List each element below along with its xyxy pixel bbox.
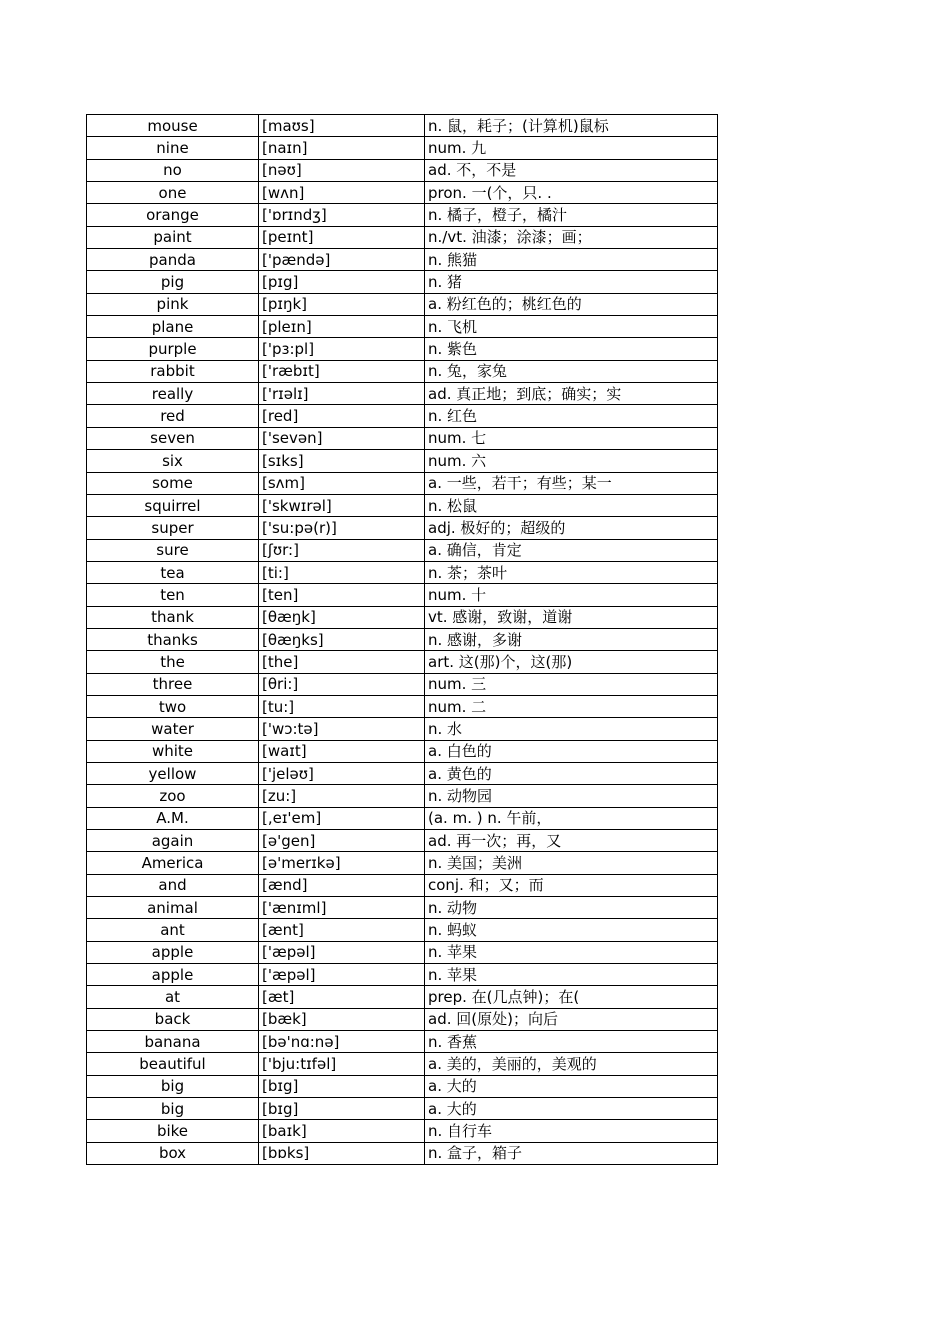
definition-cell: pron. 一(个，只. . [425,182,718,204]
pronunciation-cell: [naɪn] [259,137,425,159]
pronunciation-cell: [sʌm] [259,472,425,494]
pronunciation-cell: ['sevən] [259,427,425,449]
word-cell: water [87,718,259,740]
pronunciation-cell: [peɪnt] [259,226,425,248]
pronunciation-cell: [θri:] [259,673,425,695]
definition-cell: ad. 再一次；再，又 [425,830,718,852]
pronunciation-cell: [bæk] [259,1008,425,1030]
definition-cell: conj. 和；又；而 [425,874,718,896]
pronunciation-cell: [θæŋks] [259,628,425,650]
word-cell: big [87,1098,259,1120]
pronunciation-cell: [ænt] [259,919,425,941]
table-row [87,584,718,606]
pronunciation-cell: [,eɪ'em] [259,807,425,829]
word-cell: three [87,673,259,695]
pronunciation-cell: [ti:] [259,561,425,583]
word-cell: some [87,472,259,494]
table-row [87,494,718,516]
definition-cell: art. 这(那)个，这(那) [425,651,718,673]
table-row [87,830,718,852]
definition-cell: n. 熊猫 [425,249,718,271]
pronunciation-cell: [maʊs] [259,115,425,137]
table-row [87,316,718,338]
table-row [87,1075,718,1097]
pronunciation-cell: ['æpəl] [259,964,425,986]
word-cell: nine [87,137,259,159]
pronunciation-cell: ['pændə] [259,249,425,271]
word-cell: red [87,405,259,427]
word-cell: bike [87,1120,259,1142]
word-cell: again [87,830,259,852]
word-cell: at [87,986,259,1008]
vocabulary-table-body [87,115,718,1165]
table-row [87,874,718,896]
definition-cell: a. 大的 [425,1075,718,1097]
word-cell: ten [87,584,259,606]
table-row [87,852,718,874]
pronunciation-cell: [ə'merɪkə] [259,852,425,874]
definition-cell: vt. 感谢，致谢，道谢 [425,606,718,628]
pronunciation-cell: [ænd] [259,874,425,896]
word-cell: paint [87,226,259,248]
word-cell: America [87,852,259,874]
table-row [87,360,718,382]
word-cell: thank [87,606,259,628]
pronunciation-cell: [pɪŋk] [259,293,425,315]
pronunciation-cell: [waɪt] [259,740,425,762]
definition-cell: prep. 在(几点钟)；在( [425,986,718,1008]
definition-cell: num. 九 [425,137,718,159]
pronunciation-cell: ['ræbɪt] [259,360,425,382]
word-cell: yellow [87,762,259,784]
pronunciation-cell: ['pɜ:pl] [259,338,425,360]
table-row [87,472,718,494]
table-row [87,1098,718,1120]
definition-cell: n. 美国；美洲 [425,852,718,874]
definition-cell: num. 六 [425,450,718,472]
definition-cell: (a. m. ) n. 午前， [425,807,718,829]
pronunciation-cell: [ten] [259,584,425,606]
word-cell: thanks [87,628,259,650]
table-row [87,1053,718,1075]
definition-cell: a. 大的 [425,1098,718,1120]
pronunciation-cell: [θæŋk] [259,606,425,628]
table-row [87,405,718,427]
table-row [87,159,718,181]
pronunciation-cell: [nəʊ] [259,159,425,181]
table-row [87,226,718,248]
table-row [87,897,718,919]
word-cell: super [87,517,259,539]
word-cell: A.M. [87,807,259,829]
table-row [87,651,718,673]
pronunciation-cell: ['su:pə(r)] [259,517,425,539]
pronunciation-cell: ['skwɪrəl] [259,494,425,516]
word-cell: no [87,159,259,181]
word-cell: orange [87,204,259,226]
pronunciation-cell: ['rɪəlɪ] [259,383,425,405]
word-cell: animal [87,897,259,919]
table-row [87,785,718,807]
definition-cell: ad. 回(原处)；向后 [425,1008,718,1030]
table-row [87,695,718,717]
pronunciation-cell: [zu:] [259,785,425,807]
definition-cell: n. 感谢，多谢 [425,628,718,650]
table-row [87,517,718,539]
definition-cell: n. 苹果 [425,941,718,963]
pronunciation-cell: [bɪg] [259,1098,425,1120]
definition-cell: num. 二 [425,695,718,717]
table-row [87,673,718,695]
table-row [87,606,718,628]
definition-cell: a. 美的，美丽的，美观的 [425,1053,718,1075]
word-cell: apple [87,941,259,963]
definition-cell: n. 苹果 [425,964,718,986]
table-row [87,539,718,561]
definition-cell: n. 飞机 [425,316,718,338]
table-row [87,740,718,762]
word-cell: big [87,1075,259,1097]
pronunciation-cell: ['ɒrɪndʒ] [259,204,425,226]
pronunciation-cell: [tu:] [259,695,425,717]
word-cell: rabbit [87,360,259,382]
definition-cell: n. 盒子，箱子 [425,1142,718,1164]
table-row [87,115,718,137]
definition-cell: n. 紫色 [425,338,718,360]
table-row [87,964,718,986]
definition-cell: n. 香蕉 [425,1031,718,1053]
table-row [87,628,718,650]
pronunciation-cell: ['jeləʊ] [259,762,425,784]
word-cell: plane [87,316,259,338]
table-row [87,338,718,360]
definition-cell: n. 橘子，橙子，橘汁 [425,204,718,226]
table-row [87,293,718,315]
definition-cell: num. 七 [425,427,718,449]
definition-cell: n. 动物 [425,897,718,919]
definition-cell: n./vt. 油漆；涂漆；画； [425,226,718,248]
word-cell: beautiful [87,1053,259,1075]
word-cell: box [87,1142,259,1164]
word-cell: pig [87,271,259,293]
table-row [87,762,718,784]
pronunciation-cell: [wʌn] [259,182,425,204]
word-cell: the [87,651,259,673]
word-cell: seven [87,427,259,449]
pronunciation-cell: [sɪks] [259,450,425,472]
definition-cell: n. 鼠，耗子；(计算机)鼠标 [425,115,718,137]
definition-cell: n. 松鼠 [425,494,718,516]
pronunciation-cell: [ʃʊr:] [259,539,425,561]
definition-cell: num. 三 [425,673,718,695]
pronunciation-cell: [bɪg] [259,1075,425,1097]
pronunciation-cell: [red] [259,405,425,427]
word-cell: pink [87,293,259,315]
table-row [87,137,718,159]
table-row [87,271,718,293]
table-row [87,941,718,963]
table-row [87,450,718,472]
definition-cell: ad. 不，不是 [425,159,718,181]
table-row [87,561,718,583]
table-row [87,1031,718,1053]
definition-cell: n. 红色 [425,405,718,427]
definition-cell: num. 十 [425,584,718,606]
pronunciation-cell: ['wɔ:tə] [259,718,425,740]
pronunciation-cell: [ə'gen] [259,830,425,852]
table-row [87,986,718,1008]
table-row [87,919,718,941]
table-row [87,204,718,226]
definition-cell: n. 自行车 [425,1120,718,1142]
definition-cell: a. 确信，肯定 [425,539,718,561]
table-row [87,383,718,405]
word-cell: and [87,874,259,896]
word-cell: apple [87,964,259,986]
definition-cell: n. 猪 [425,271,718,293]
word-cell: banana [87,1031,259,1053]
word-cell: back [87,1008,259,1030]
pronunciation-cell: [pɪg] [259,271,425,293]
word-cell: six [87,450,259,472]
table-row [87,427,718,449]
definition-cell: a. 一些，若干；有些；某一 [425,472,718,494]
definition-cell: a. 粉红色的；桃红色的 [425,293,718,315]
pronunciation-cell: ['æpəl] [259,941,425,963]
definition-cell: ad. 真正地；到底；确实；实 [425,383,718,405]
word-cell: sure [87,539,259,561]
definition-cell: n. 水 [425,718,718,740]
table-row [87,1120,718,1142]
word-cell: purple [87,338,259,360]
word-cell: ant [87,919,259,941]
word-cell: mouse [87,115,259,137]
definition-cell: n. 动物园 [425,785,718,807]
word-cell: squirrel [87,494,259,516]
pronunciation-cell: [pleɪn] [259,316,425,338]
word-cell: one [87,182,259,204]
pronunciation-cell: ['bju:tɪfəl] [259,1053,425,1075]
table-row [87,249,718,271]
definition-cell: a. 白色的 [425,740,718,762]
definition-cell: n. 茶；茶叶 [425,561,718,583]
definition-cell: n. 兔，家兔 [425,360,718,382]
table-row [87,1142,718,1164]
pronunciation-cell: [bɒks] [259,1142,425,1164]
definition-cell: a. 黄色的 [425,762,718,784]
word-cell: zoo [87,785,259,807]
pronunciation-cell: [æt] [259,986,425,1008]
table-row [87,1008,718,1030]
word-cell: panda [87,249,259,271]
definition-cell: adj. 极好的；超级的 [425,517,718,539]
vocabulary-table [86,114,718,1165]
word-cell: tea [87,561,259,583]
word-cell: really [87,383,259,405]
definition-cell: n. 蚂蚁 [425,919,718,941]
table-row [87,182,718,204]
pronunciation-cell: [bə'nɑ:nə] [259,1031,425,1053]
pronunciation-cell: ['ænɪml] [259,897,425,919]
pronunciation-cell: [the] [259,651,425,673]
word-cell: two [87,695,259,717]
pronunciation-cell: [baɪk] [259,1120,425,1142]
table-row [87,807,718,829]
table-row [87,718,718,740]
word-cell: white [87,740,259,762]
